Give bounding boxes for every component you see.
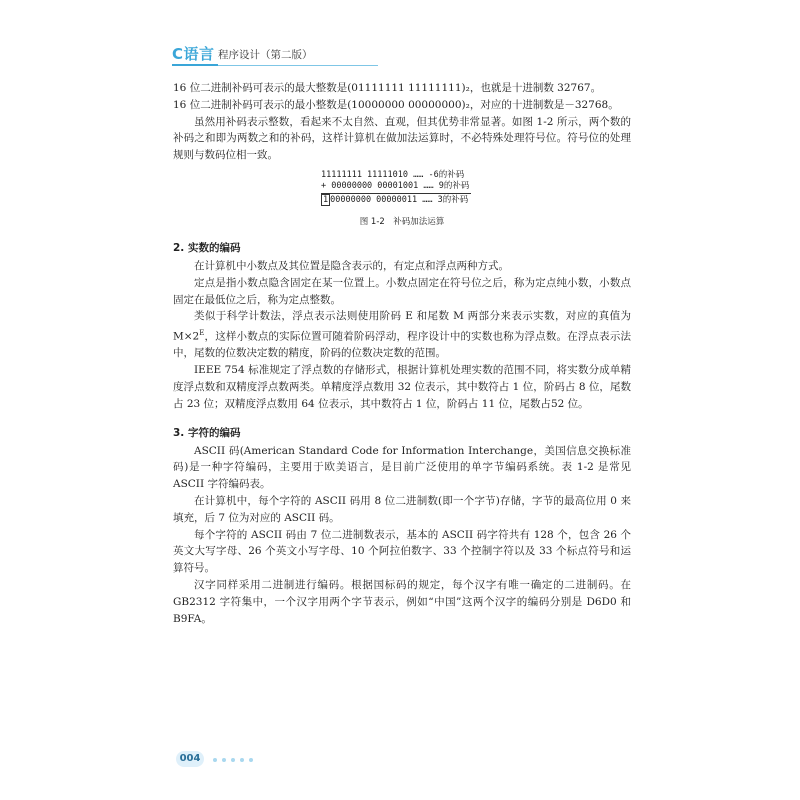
figure-sum-rule bbox=[321, 193, 471, 194]
header-accent-line bbox=[172, 64, 218, 66]
page-footer bbox=[176, 746, 258, 764]
paragraph-chinese-encoding: 汉字同样采用二进制进行编码。根据国标码的规定，每个汉字有唯一确定的二进制码。在 GB2312 字符集中，一个汉字用两个字节表示，例如“中国”这两个汉字的编码分别是 D6D0 和 B9FA。 bbox=[173, 579, 631, 625]
paragraph-min-int: 16 位二进制补码可表示的最小整数是(10000000 00000000)₂，对应的十进制数是－32768。 bbox=[173, 98, 619, 111]
paragraph-ascii-intro: ASCII 码(American Standard Code for Information Interchange，美国信息交换标准码)是一种字符编码，主要用于欧美语言，是目前广泛使用的单字节编码系统。表 1-2 是常见 ASCII 字符编码表。 bbox=[173, 444, 631, 491]
footer-dot bbox=[213, 758, 217, 762]
section-title-character-encoding: 3. 字符的编码 bbox=[173, 426, 241, 439]
floating-point-text-b: ，这样小数点的实际位置可随着阶码浮动，程序设计中的实数也称为浮点数。在浮点表示法中，尾数的位数决定数的精度，阶码的位数决定数的范围。 bbox=[173, 330, 631, 360]
page-body bbox=[173, 80, 631, 627]
floating-point-text-a: 类似于科学计数法，浮点表示法则使用阶码 E 和尾数 M 两部分来表示实数，对应的真值为 M×2 bbox=[173, 310, 631, 343]
paragraph-ascii-storage: 在计算机中，每个字符的 ASCII 码用 8 位二进制数(即一个字节)存储，字节的最高位用 0 来填充，后 7 位为对应的 ASCII 码。 bbox=[173, 495, 631, 524]
paragraph-fixed-point: 定点是指小数点隐含固定在某一位置上。小数点固定在符号位之后，称为定点纯小数，小数点固定在最低位之后，称为定点整数。 bbox=[173, 276, 631, 306]
figure-line-3-text: 00000000 00000011 …… 3的补码 bbox=[330, 194, 469, 205]
figure-line-3 bbox=[321, 195, 631, 206]
paragraph-max-int: 16 位二进制补码可表示的最大整数是(01111111 11111111)₂，也就是十进制数 32767。 bbox=[173, 82, 602, 94]
running-header bbox=[172, 44, 412, 68]
figure-line-1: 11111111 11111010 …… -6的补码 bbox=[321, 169, 465, 180]
paragraph-complement-advantage: 虽然用补码表示整数，看起来不太自然、直观，但其优势非常显著。如图 1-2 所示，两个数的补码之和即为两数之和的补码，这样计算机在做加法运算时，不必特殊处理符号位。符号位的处理规则与数码位相一致。 bbox=[173, 115, 631, 162]
footer-dot bbox=[240, 758, 244, 762]
complement-addition-figure bbox=[321, 170, 631, 206]
page-number: 004 bbox=[176, 751, 204, 767]
book-brand: C语言 bbox=[172, 45, 215, 63]
section-title-real-numbers: 2. 实数的编码 bbox=[173, 241, 241, 254]
footer-dot bbox=[222, 758, 226, 762]
paragraph-ieee754: IEEE 754 标准规定了浮点数的存储形式，根据计算机处理实数的范围不同，将实数分成单精度浮点数和双精度浮点数两类。单精度浮点数用 32 位表示，其中数符占 1 位，阶码占 8 位，尾数占 23 位；双精度浮点数用 64 位表示，其中数符占 1 位，阶码占 11 位，尾数占52 位。 bbox=[173, 364, 631, 410]
carry-bit-box: 1 bbox=[323, 194, 329, 205]
footer-dots bbox=[213, 747, 258, 766]
paragraph-point-types: 在计算机中小数点及其位置是隐含表示的，有定点和浮点两种方式。 bbox=[194, 259, 509, 272]
footer-dot bbox=[231, 758, 235, 762]
paragraph-floating-point bbox=[173, 308, 631, 362]
book-subtitle: 程序设计（第二版） bbox=[218, 49, 313, 61]
footer-dot bbox=[249, 758, 253, 762]
figure-caption: 图 1-2 补码加法运算 bbox=[359, 216, 445, 227]
exponent-superscript: E bbox=[199, 329, 205, 338]
paragraph-ascii-set: 每个字符的 ASCII 码由 7 位二进制数表示，基本的 ASCII 码字符共有 128 个，包含 26 个英文大写字母、26 个英文小写字母、10 个阿拉伯数字、33 个控制字符以及 33 个标点符号和运算符号。 bbox=[173, 528, 631, 575]
figure-line-2: + 00000000 00001001 …… 9的补码 bbox=[321, 180, 470, 191]
header-rule bbox=[218, 65, 378, 66]
